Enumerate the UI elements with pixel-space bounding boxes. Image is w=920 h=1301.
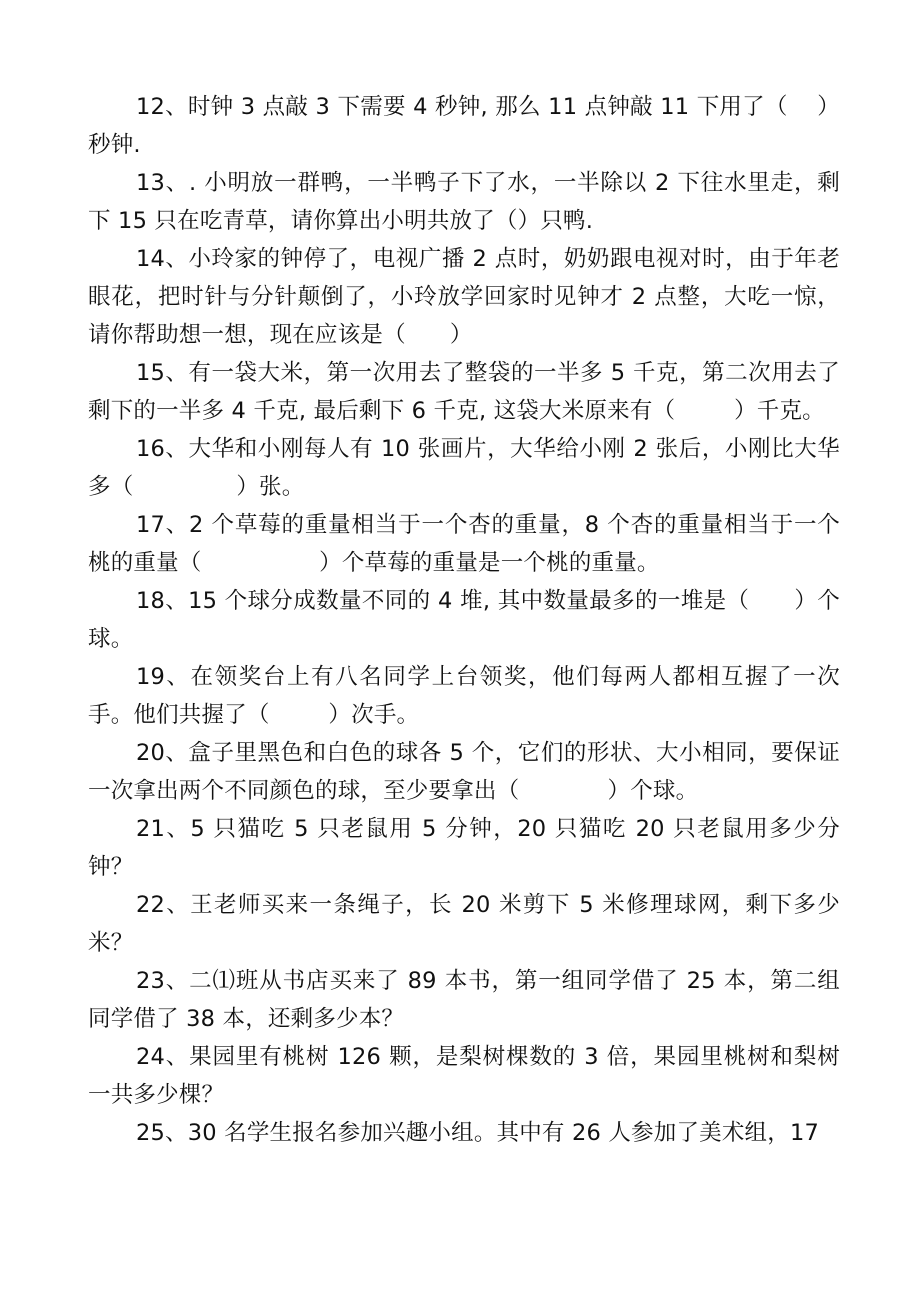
problem-14: 14、小玲家的钟停了，电视广播 2 点时，奶奶跟电视对时，由于年老眼花，把时针与分针颠倒了，小玲放学回家时见钟才 2 点整，大吃一惊，请你帮助想一想，现在应该是（ ） <box>88 246 840 348</box>
problem-13: 13、. 小明放一群鸭，一半鸭子下了水，一半除以 2 下往水里走，剩下 15 只在吃青草，请你算出小明共放了（）只鸭. <box>88 170 840 234</box>
problem-15: 15、有一袋大米，第一次用去了整袋的一半多 5 千克，第二次用去了剩下的一半多 4 千克, 最后剩下 6 千克, 这袋大米原来有（ ）千克。 <box>88 360 840 424</box>
problem-20: 20、盒子里黑色和白色的球各 5 个，它们的形状、大小相同，要保证一次拿出两个不同颜色的球，至少要拿出（ ）个球。 <box>88 740 840 804</box>
problem-21: 21、5 只猫吃 5 只老鼠用 5 分钟，20 只猫吃 20 只老鼠用多少分钟？ <box>88 816 840 880</box>
problem-list <box>88 88 840 1152</box>
problem-25: 25、30 名学生报名参加兴趣小组。其中有 26 人参加了美术组，17 <box>136 1120 819 1146</box>
problem-16: 16、大华和小刚每人有 10 张画片，大华给小刚 2 张后，小刚比大华多（ ）张。 <box>88 436 840 500</box>
problem-22: 22、王老师买来一条绳子，长 20 米剪下 5 米修理球网，剩下多少米？ <box>88 892 840 956</box>
problem-19: 19、在领奖台上有八名同学上台领奖，他们每两人都相互握了一次手。他们共握了（ ）次手。 <box>88 664 840 728</box>
problem-12: 12、时钟 3 点敲 3 下需要 4 秒钟, 那么 11 点钟敲 11 下用了（ ）秒钟. <box>88 94 840 158</box>
problem-18: 18、15 个球分成数量不同的 4 堆, 其中数量最多的一堆是（ ）个球。 <box>88 588 840 652</box>
problem-17: 17、2 个草莓的重量相当于一个杏的重量，8 个杏的重量相当于一个桃的重量（ ）个草莓的重量是一个桃的重量。 <box>88 512 840 576</box>
problem-23: 23、二⑴班从书店买来了 89 本书，第一组同学借了 25 本，第二组同学借了 38 本，还剩多少本？ <box>88 968 840 1032</box>
problem-24: 24、果园里有桃树 126 颗，是梨树棵数的 3 倍，果园里桃树和梨树一共多少棵？ <box>88 1044 840 1108</box>
